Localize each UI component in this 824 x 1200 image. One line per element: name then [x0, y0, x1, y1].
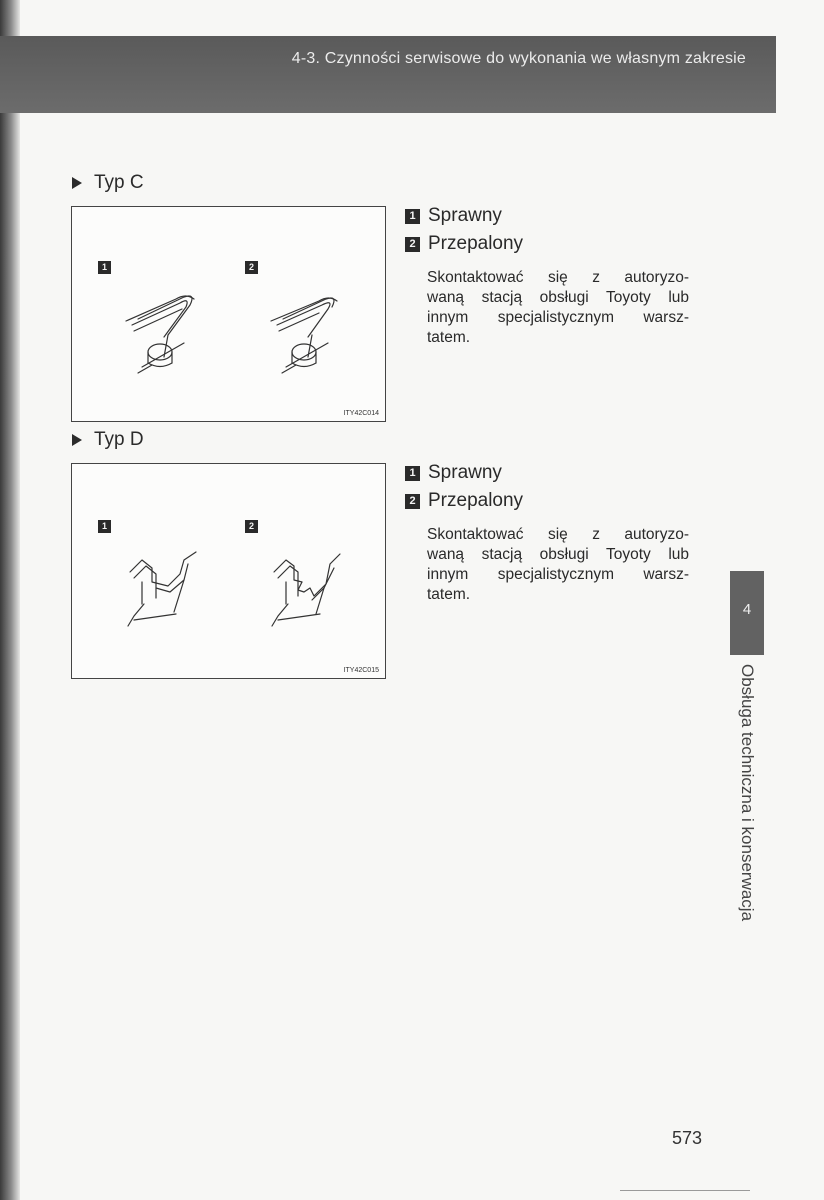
item-badge-1: 1 [405, 209, 420, 224]
note-line: tatem. [427, 329, 471, 346]
chapter-title: Obsługa techniczna i konserwacja [738, 664, 757, 922]
item-label: Sprawny [428, 462, 502, 483]
figure-badge-2: 2 [245, 261, 258, 274]
type-d-fuse-figure [71, 463, 386, 679]
item-badge-2: 2 [405, 494, 420, 509]
type-c-description [405, 202, 695, 348]
type-c-heading-text: Typ C [94, 172, 144, 193]
item-blown [405, 487, 695, 515]
type-d-heading-text: Typ D [94, 429, 144, 450]
type-c-heading [72, 172, 144, 194]
figure-code: ITY42C014 [343, 410, 379, 417]
item-label: Przepalony [428, 490, 524, 511]
figure-badge-1: 1 [98, 261, 111, 274]
note-line: waną stacją obsługi Toyoty lub [427, 546, 689, 563]
note-line: waną stacją obsługi Toyoty lub [427, 289, 689, 306]
type-d-heading [72, 429, 144, 451]
service-note [427, 268, 689, 348]
item-blown [405, 230, 695, 258]
figure-badge-2: 2 [245, 520, 258, 533]
type-c-fuse-figure [71, 206, 386, 422]
note-line: Skontaktować się z autoryzo- [427, 526, 689, 543]
triangle-bullet-icon [72, 177, 82, 189]
page-number: 573 [672, 1128, 703, 1148]
figure-badge-1: 1 [98, 520, 111, 533]
note-line: Skontaktować się z autoryzo- [427, 269, 689, 286]
chapter-tab [730, 571, 764, 655]
type-c-fuse-illustration [72, 207, 385, 421]
item-badge-1: 1 [405, 466, 420, 481]
item-good [405, 459, 695, 487]
item-good [405, 202, 695, 230]
page-spine-shadow [0, 0, 20, 1200]
item-label: Sprawny [428, 205, 502, 226]
service-note [427, 525, 689, 605]
bottom-rule [620, 1190, 750, 1191]
note-line: innym specjalistycznym warsz- [427, 309, 689, 326]
type-d-description [405, 459, 695, 605]
triangle-bullet-icon [72, 434, 82, 446]
note-line: innym specjalistycznym warsz- [427, 566, 689, 583]
item-label: Przepalony [428, 233, 524, 254]
figure-code: ITY42C015 [343, 667, 379, 674]
chapter-number: 4 [742, 601, 752, 618]
type-d-fuse-illustration [72, 464, 385, 678]
item-badge-2: 2 [405, 237, 420, 252]
note-line: tatem. [427, 586, 471, 603]
section-header-title: 4-3. Czynności serwisowe do wykonania we własnym zakresie [291, 50, 746, 67]
section-header-bar [0, 36, 776, 113]
